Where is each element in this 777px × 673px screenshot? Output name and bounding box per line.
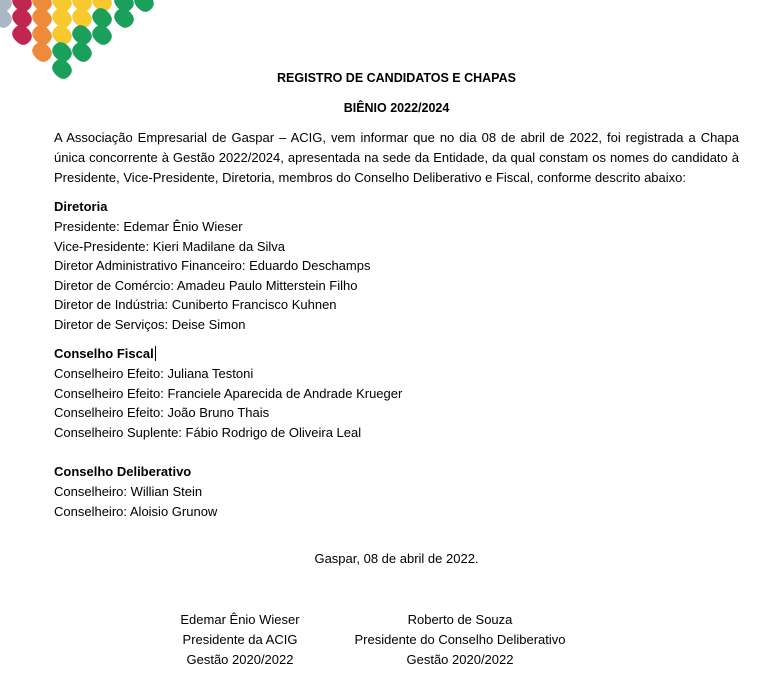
conselho-deliberativo-line: Conselheiro: Willian Stein [54, 484, 203, 499]
diretoria-heading: Diretoria [54, 199, 108, 214]
document-title: REGISTRO DE CANDIDATOS E CHAPAS [277, 71, 516, 85]
acig-logo-icon [0, 0, 160, 80]
diretoria-section [54, 197, 739, 334]
document-subtitle: BIÊNIO 2022/2024 [343, 101, 450, 115]
conselho-fiscal-line: Conselheiro Efeito: Franciele Aparecida de Andrade Krueger [54, 385, 403, 401]
diretoria-line: Presidente: Edemar Ênio Wieser [54, 219, 243, 234]
logo-tile [131, 0, 157, 15]
text-cursor [155, 346, 156, 361]
signature-role: Presidente do Conselho Deliberativo [354, 632, 566, 647]
logo-tile [89, 22, 115, 48]
signature-name: Roberto de Souza [407, 612, 513, 627]
conselho-fiscal-section [54, 344, 739, 442]
conselho-fiscal-line: Conselheiro Suplente: Fábio Rodrigo de Oliveira Leal [54, 424, 362, 440]
signature-term: Gestão 2020/2022 [186, 652, 294, 667]
logo-tile [9, 22, 35, 48]
conselho-deliberativo-heading: Conselho Deliberativo [54, 464, 192, 479]
closing-date: Gaspar, 08 de abril de 2022. [314, 551, 479, 566]
diretoria-line: Diretor de Comércio: Amadeu Paulo Mitterstein Filho [54, 277, 358, 293]
signature-term: Gestão 2020/2022 [406, 652, 514, 667]
intro-paragraph: A Associação Empresarial de Gaspar – ACIG, vem informar que no dia 08 de abril de 2022, foi registrada a Chapa única concorrente à Gestão 2022/2024, apresentada na sede da Entidade, da qual constam os nomes do candidato à Presidente, Vice-Presidente, Diretoria, membros do Conselho Deliberativo e Fiscal, conforme descrito abaixo: [54, 130, 739, 185]
diretoria-line: Diretor de Serviços: Deise Simon [54, 316, 246, 332]
logo-tile [29, 39, 55, 65]
signature-role: Presidente da ACIG [182, 632, 298, 647]
conselho-fiscal-line: Conselheiro Efeito: João Bruno Thais [54, 405, 270, 420]
conselho-fiscal-heading-text: Conselho Fiscal [54, 346, 154, 361]
logo-tile [69, 39, 95, 65]
diretoria-line: Diretor Administrativo Financeiro: Eduardo Deschamps [54, 258, 371, 273]
signature-left [160, 610, 320, 670]
diretoria-line: Diretor de Indústria: Cuniberto Francisco Kuhnen [54, 297, 337, 312]
signature-name: Edemar Ênio Wieser [180, 612, 300, 627]
diretoria-line: Vice-Presidente: Kieri Madilane da Silva [54, 238, 285, 254]
conselho-deliberativo-line: Conselheiro: Aloisio Grunow [54, 503, 218, 519]
conselho-fiscal-line: Conselheiro Efeito: Juliana Testoni [54, 366, 254, 381]
conselho-deliberativo-section [54, 462, 739, 521]
conselho-fiscal-heading[interactable] [54, 344, 739, 364]
logo-tile [111, 5, 137, 31]
signature-right [340, 610, 580, 670]
